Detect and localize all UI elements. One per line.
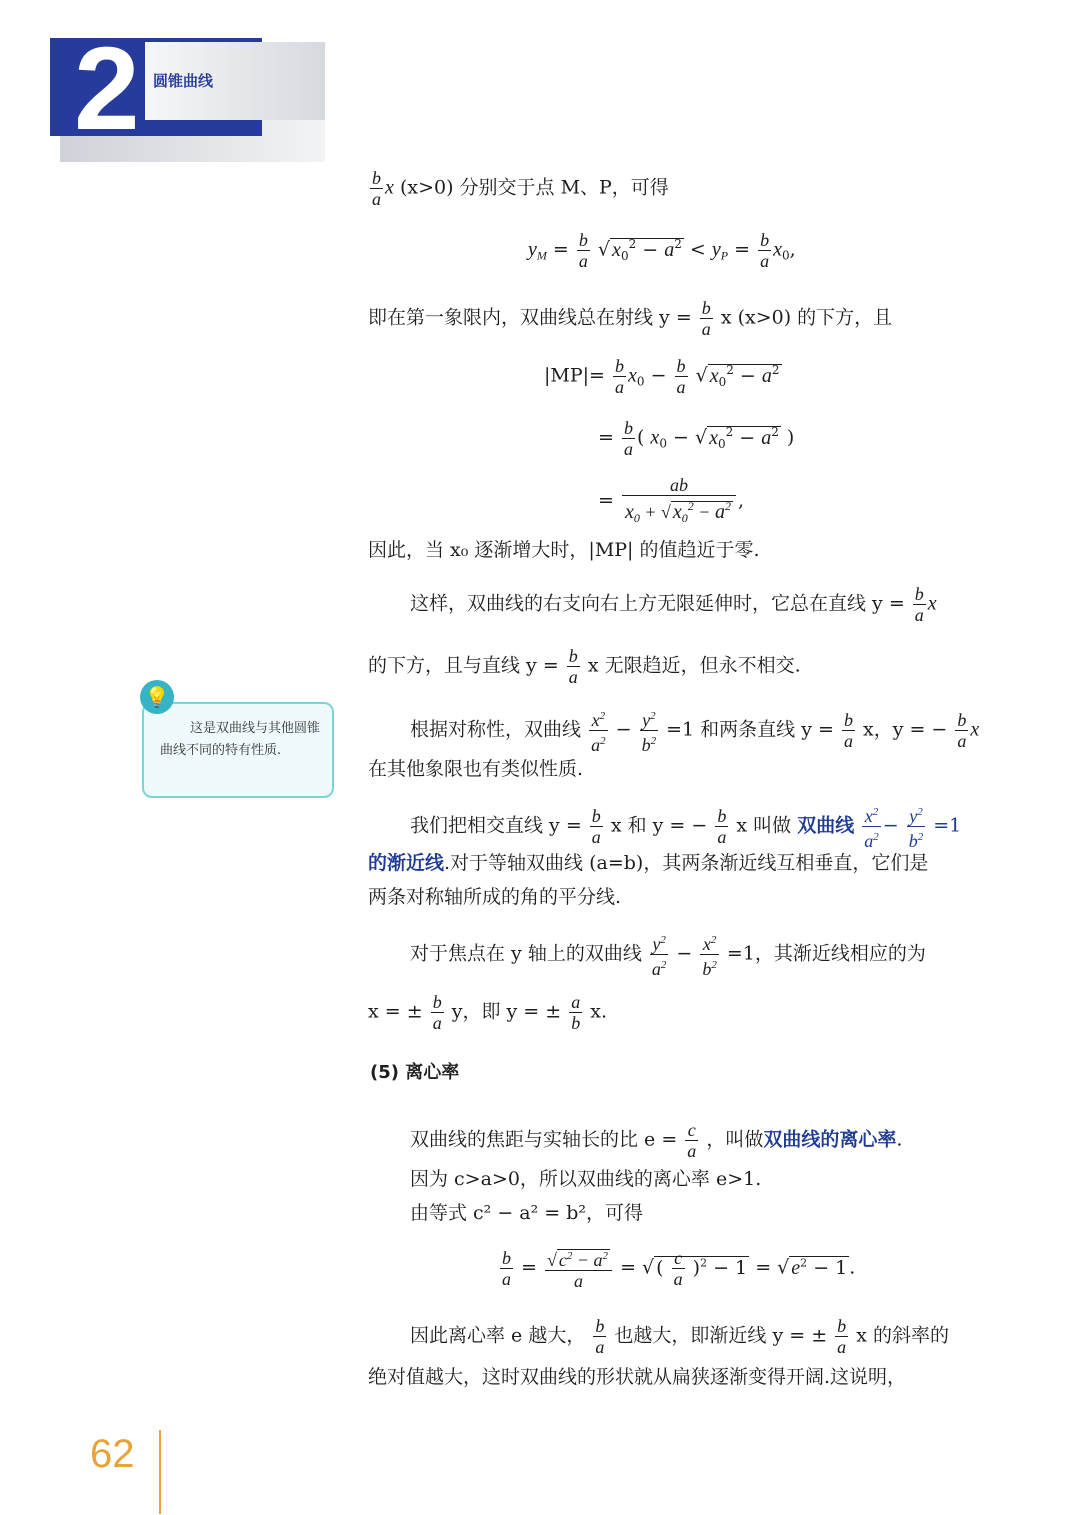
equation-mp-2: = $\frac{b}{a}$ ( $x_0$ − √ $x_0^2 - a^2$ ) <box>598 418 795 459</box>
body-line: 我们把相交直线 y = $\frac{b}{a}$ x 和 y = − $\frac{b}{a}$ x 叫做 双曲线 $\frac{x^2}{a^2}$ − $\frac{y^2}{b^2}$ =1 <box>410 802 961 851</box>
body-line: 根据对称性，双曲线 $\frac{x^2}{a^2}$ − $\frac{y^2}{b^2}$ =1 和两条直线 y = $\frac{b}{a}$ x，y = − $\frac{b}{a}$ x <box>410 706 979 755</box>
body-line: 由等式 c² − a² = b²，可得 <box>410 1202 644 1224</box>
body-line: $\frac{b}{a}$ x (x>0) 分别交于点 M、P，可得 <box>372 168 669 209</box>
equation-ym-yp: $y_M$ = $\frac{b}{a}$ √ $x_0^2 - a^2 < y_P$ = $\frac{b}{a}$ $x_0$, <box>528 230 796 271</box>
margin-note-text: 这是双曲线与其他圆锥曲线不同的特有性质. <box>160 721 321 758</box>
body-line: 因此离心率 e 越大， $\frac{b}{a}$ 也越大，即渐近线 y = ± $\frac{b}{a}$ x 的斜率的 <box>410 1316 949 1357</box>
body-line: x = ± $\frac{b}{a}$ y，即 y = ± $\frac{a}{b}$ x. <box>368 992 608 1033</box>
body-line: 即在第一象限内，双曲线总在射线 y = $\frac{b}{a}$ x (x>0) 的下方，且 <box>368 298 893 339</box>
body-line: 因此，当 x₀ 逐渐增大时，|MP| 的值趋近于零. <box>368 539 760 561</box>
body-line: 的下方，且与直线 y = $\frac{b}{a}$ x 无限趋近，但永不相交. <box>368 646 801 687</box>
body-line: 绝对值越大，这时双曲线的形状就从扁狭逐渐变得开阔.这说明， <box>368 1366 907 1388</box>
body-line: 双曲线的焦距与实轴长的比 e = $\frac{c}{a}$ ，叫做双曲线的离心率. <box>410 1120 903 1161</box>
equation-mp-3: = $\frac{ab}{x_0 + √ x_0^2 - a^2}$ , <box>598 475 745 525</box>
body-line: 在其他象限也有类似性质. <box>368 758 584 780</box>
body-line: 这样，双曲线的右支向右上方无限延伸时，它总在直线 y = $\frac{b}{a}$ x <box>410 584 937 625</box>
equation-eccentricity: $\frac{b}{a}$ = $\frac{√ c^2 - a^2}{a}$ = √ ( $\frac{c}{a}$ )$^2$ − 1 = √ $e^2 - 1$ . <box>502 1248 856 1291</box>
body-line: 的渐近线.对于等轴双曲线 (a=b)，其两条渐近线互相垂直，它们是 <box>368 852 929 874</box>
page-number: 62 <box>90 1432 135 1476</box>
chapter-number: 2 <box>74 23 140 155</box>
equation-mp-1: |MP|= $\frac{b}{a}$ $x_0$ − $\frac{b}{a}$ √ $x_0^2 - a^2$ <box>544 356 780 397</box>
body-line: 两条对称轴所成的角的平分线. <box>368 886 622 908</box>
body-line: 因为 c>a>0，所以双曲线的离心率 e>1. <box>410 1168 762 1190</box>
lightbulb-glyph: 💡 <box>144 685 170 709</box>
body-line: 对于焦点在 y 轴上的双曲线 $\frac{y^2}{a^2}$ − $\frac{x^2}{b^2}$ =1，其渐近线相应的为 <box>410 930 926 979</box>
page-number-rule <box>159 1430 161 1514</box>
chapter-title: 圆锥曲线 <box>153 72 214 90</box>
section-heading: (5) 离心率 <box>370 1062 460 1083</box>
